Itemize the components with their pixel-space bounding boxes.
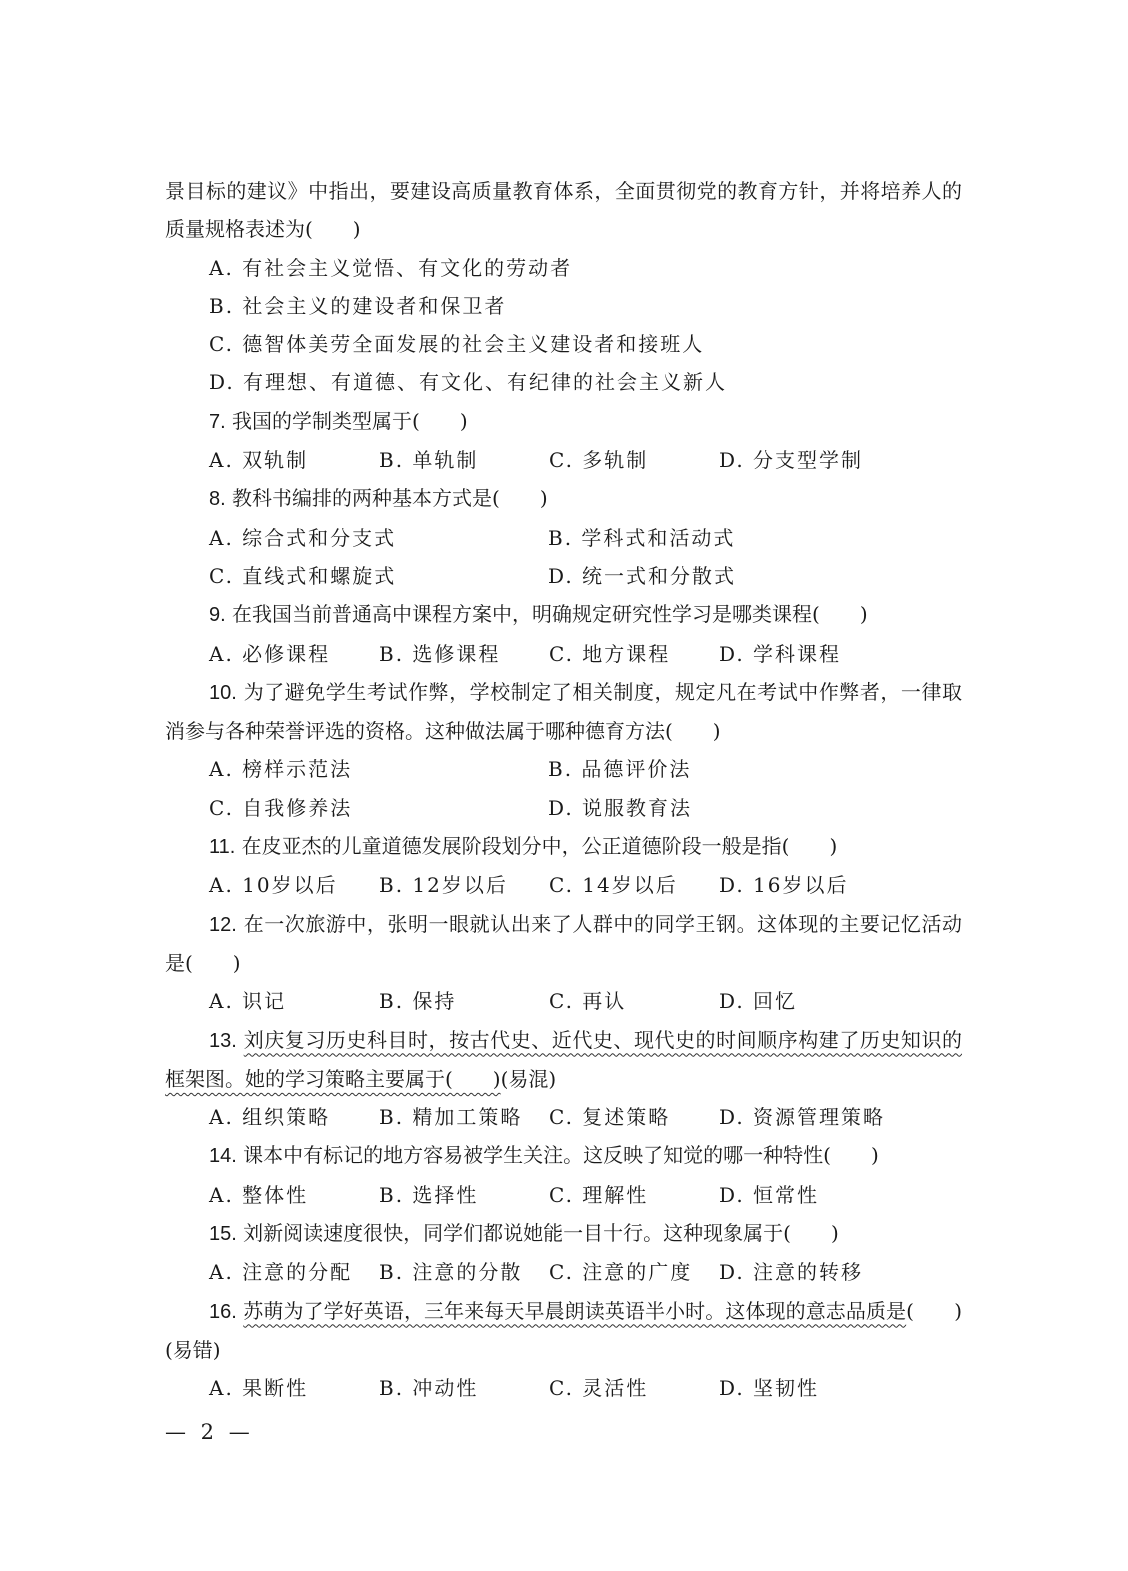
option-a: A. 果断性 xyxy=(209,1376,309,1401)
question-number: 14. xyxy=(209,1145,237,1168)
option-d: D. 学科课程 xyxy=(719,641,842,666)
option-b: B. 12岁以后 xyxy=(379,873,508,898)
question-text: 课本中有标记的地方容易被学生关注。这反映了知觉的哪一种特性( ) xyxy=(236,1143,879,1168)
question-12-stem xyxy=(165,905,962,983)
question-15-stem xyxy=(165,1214,962,1253)
option-b: B. 选修课程 xyxy=(379,641,501,666)
question-8-stem xyxy=(165,479,962,518)
question-16-options xyxy=(165,1369,962,1407)
option-d: D. 注意的转移 xyxy=(719,1260,864,1285)
page-number: — 2 — xyxy=(165,1420,254,1444)
question-number: 8. xyxy=(209,488,226,511)
question-text: 刘新阅读速度很快，同学们都说她能一目十行。这种现象属于( ) xyxy=(236,1221,839,1246)
question-6-stem: 景目标的建议》中指出，要建设高质量教育体系，全面贯彻党的教育方针，并将培养人的质量规格表述为( ) xyxy=(165,179,962,242)
question-number: 9. xyxy=(209,604,226,627)
question-11-options xyxy=(165,866,962,904)
question-6-options xyxy=(165,249,962,402)
option-c: C. 灵活性 xyxy=(549,1376,649,1401)
question-7-options xyxy=(165,441,962,479)
option-b: B. 精加工策略 xyxy=(379,1105,523,1130)
option-a: A. 双轨制 xyxy=(209,448,309,473)
question-text-underlined: 苏萌为了学好英语，三年来每天早晨朗读英语半小时。这体现的意志品质是 xyxy=(243,1298,907,1323)
option-c: C. 多轨制 xyxy=(549,448,649,473)
option-c: C. 地方课程 xyxy=(549,641,671,666)
option-d: D. 统一式和分散式 xyxy=(548,563,737,588)
question-13-options xyxy=(165,1098,962,1136)
question-number: 13. xyxy=(209,1029,237,1052)
option-b: B. 保持 xyxy=(379,989,457,1014)
option-c: C. 自我修养法 xyxy=(209,795,353,820)
option-c: C. 德智体美劳全面发展的社会主义建设者和接班人 xyxy=(209,332,705,357)
question-9-options xyxy=(165,635,962,673)
question-number: 7. xyxy=(209,410,226,433)
question-number: 11. xyxy=(209,836,236,859)
question-13-stem xyxy=(165,1021,962,1099)
question-text: 教科书编排的两种基本方式是( ) xyxy=(225,486,548,511)
question-16-stem xyxy=(165,1292,962,1370)
option-d: D. 坚韧性 xyxy=(719,1376,820,1401)
question-text: 在皮亚杰的儿童道德发展阶段划分中，公正道德阶段一般是指( ) xyxy=(235,834,838,859)
option-a: A. 有社会主义觉悟、有文化的劳动者 xyxy=(209,255,573,280)
question-text-underlined: 刘庆复习历史科目时，按古代史、近代史、现代史的时间顺序构建了历史知识的框架图。她的学习策略主要属于( ) xyxy=(165,1027,963,1091)
question-page xyxy=(165,172,962,1408)
option-b: B. 社会主义的建设者和保卫者 xyxy=(209,293,507,318)
question-tag: ( )(易错) xyxy=(165,1298,963,1362)
question-text: 在我国当前普通高中课程方案中，明确规定研究性学习是哪类课程( ) xyxy=(225,602,868,627)
option-a: A. 综合式和分支式 xyxy=(209,525,397,550)
option-d: D. 说服教育法 xyxy=(548,795,693,820)
question-number: 16. xyxy=(209,1300,237,1323)
option-d: D. 分支型学制 xyxy=(719,448,864,473)
option-c: C. 14岁以后 xyxy=(549,873,678,898)
question-number: 15. xyxy=(209,1223,237,1246)
option-a: A. 榜样示范法 xyxy=(209,757,353,782)
option-b: B. 选择性 xyxy=(379,1182,479,1207)
option-b: B. 冲动性 xyxy=(379,1376,479,1401)
option-c: C. 复述策略 xyxy=(549,1105,671,1130)
question-text: 我国的学制类型属于( ) xyxy=(225,408,468,433)
question-8-options xyxy=(165,519,962,596)
question-9-stem xyxy=(165,595,962,634)
option-d: D. 恒常性 xyxy=(719,1182,820,1207)
option-b: B. 单轨制 xyxy=(379,448,479,473)
question-14-options xyxy=(165,1176,962,1214)
question-10-stem xyxy=(165,673,962,751)
question-number: 10. xyxy=(209,681,237,704)
option-c: C. 再认 xyxy=(549,989,627,1014)
question-text: 在一次旅游中，张明一眼就认出来了人群中的同学王钢。这体现的主要记忆活动是( ) xyxy=(165,911,962,975)
option-a: A. 注意的分配 xyxy=(209,1260,353,1285)
option-d: D. 有理想、有道德、有文化、有纪律的社会主义新人 xyxy=(209,370,728,395)
question-tag: (易混) xyxy=(500,1066,557,1091)
option-b: B. 品德评价法 xyxy=(548,757,692,782)
option-c: C. 直线式和螺旋式 xyxy=(209,563,397,588)
question-11-stem xyxy=(165,827,962,866)
question-text: 为了避免学生考试作弊，学校制定了相关制度，规定凡在考试中作弊者，一律取消参与各种荣誉评选的资格。这种做法属于哪种德育方法( ) xyxy=(165,679,962,744)
option-a: A. 10岁以后 xyxy=(209,873,338,898)
option-b: B. 注意的分散 xyxy=(379,1260,523,1285)
option-d: D. 16岁以后 xyxy=(719,873,849,898)
question-7-stem xyxy=(165,402,962,441)
question-15-options xyxy=(165,1253,962,1291)
option-d: D. 资源管理策略 xyxy=(719,1105,886,1130)
option-a: A. 识记 xyxy=(209,989,287,1014)
option-a: A. 整体性 xyxy=(209,1182,309,1207)
option-b: B. 学科式和活动式 xyxy=(548,525,736,550)
question-14-stem xyxy=(165,1136,962,1175)
option-d: D. 回忆 xyxy=(719,989,798,1014)
option-c: C. 注意的广度 xyxy=(549,1260,693,1285)
option-c: C. 理解性 xyxy=(549,1182,649,1207)
option-a: A. 组织策略 xyxy=(209,1105,331,1130)
question-10-options xyxy=(165,750,962,827)
question-12-options xyxy=(165,982,962,1020)
question-number: 12. xyxy=(209,913,237,936)
option-a: A. 必修课程 xyxy=(209,641,331,666)
